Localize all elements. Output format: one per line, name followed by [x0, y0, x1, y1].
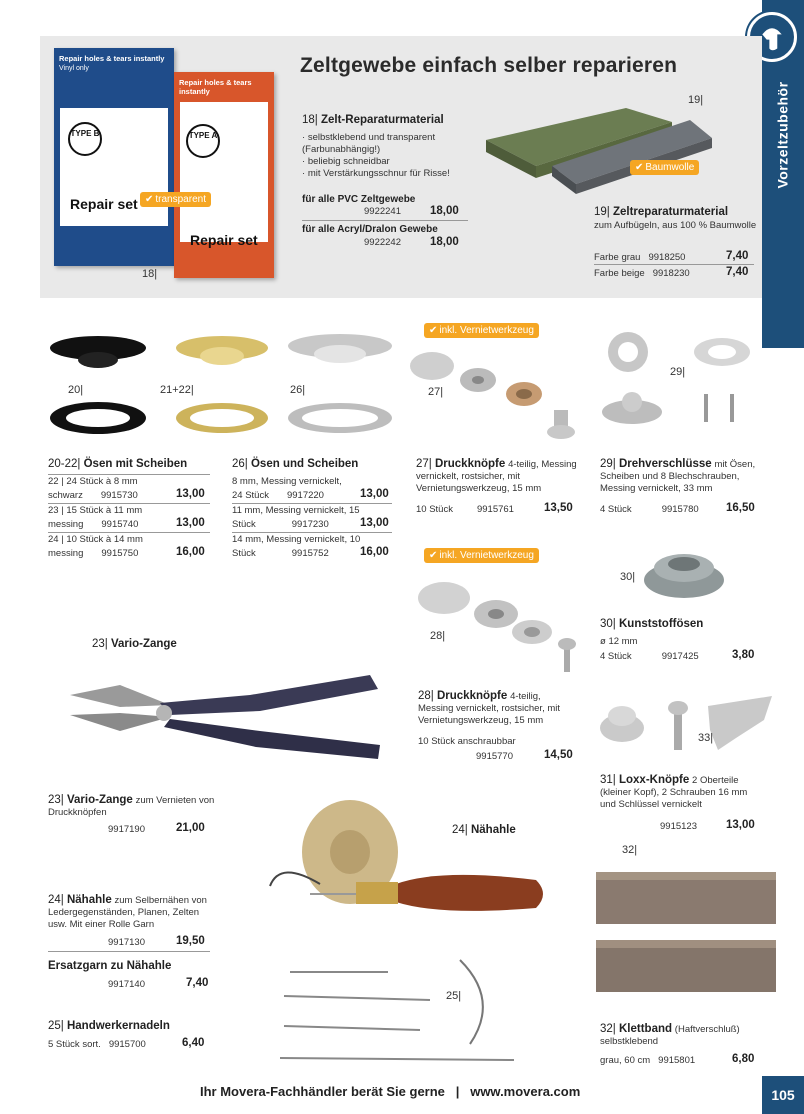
item-29-price: 16,50	[726, 502, 755, 514]
item-27: 27| Druckknöpfe 4-teilig, Messing vernickelt, rostsicher, mit Vernietungswerkzeug, 15 mm	[416, 458, 577, 494]
repair-set-type-b-image	[54, 48, 174, 266]
item-18-row-label: für alle PVC Zeltgewebe	[302, 194, 416, 205]
item-23-title: 23| Vario-Zange	[92, 638, 177, 650]
turn-buttons-image	[596, 330, 756, 440]
item-28-price: 14,50	[544, 749, 573, 761]
item-30-heading: 30| Kunststoffösen	[600, 618, 704, 630]
item-26-desc: 8 mm, Messing vernickelt,	[232, 476, 342, 487]
item-28: 28| Druckknöpfe 4-teilig, Messing vernickelt, rostsicher, mit Vernietungswerkzeug, 15 mm	[418, 690, 561, 726]
badge-transparent: ✔ transparent	[140, 192, 211, 207]
item-20-22-price: 16,00	[176, 546, 205, 558]
callout-28: 28|	[430, 630, 446, 642]
item-31-price: 13,00	[726, 819, 755, 831]
item-18-bullet: · selbstklebend und transparent (Farbunabhängig!)	[302, 132, 436, 155]
item-20-22-row: messing 9915740	[48, 519, 139, 530]
item-20-22-row: messing 9915750	[48, 548, 139, 559]
callout-27: 27|	[428, 386, 444, 398]
item-26-heading: 26| Ösen und Scheiben	[232, 458, 359, 470]
repair-set-type-a-image	[174, 72, 274, 278]
item-26-price: 13,00	[360, 517, 389, 529]
callout-21-22: 21+22|	[160, 384, 194, 396]
item-18-price: 18,00	[430, 205, 459, 217]
repair-fabric-image	[476, 100, 722, 196]
sewing-awl-image	[260, 790, 560, 950]
item-23-row: 9917190	[108, 824, 145, 835]
book-a-heading: Repair holes & tears instantly	[59, 54, 165, 63]
book-a-type: TYPE B	[68, 122, 102, 156]
item-30-row: 4 Stück 9917425	[600, 651, 699, 662]
plastic-eyelet-image	[640, 544, 730, 604]
item-18-bullet: · beliebig schneidbar	[302, 156, 390, 167]
page-number: 105	[762, 1076, 804, 1114]
callout-20: 20|	[68, 384, 84, 396]
press-studs-screw-image	[414, 570, 584, 680]
item-20-22-desc: 24 | 10 Stück à 14 mm	[48, 534, 143, 545]
item-20-22-desc: 23 | 15 Stück à 11 mm	[48, 505, 143, 516]
item-24-row: 9917130	[108, 937, 145, 948]
velcro-tape-image	[594, 866, 778, 998]
item-27-price: 13,50	[544, 502, 573, 514]
item-20-22-heading: 20-22| Ösen mit Scheiben	[48, 458, 188, 470]
item-26-desc: 11 mm, Messing vernickelt, 15	[232, 505, 360, 516]
item-30-desc: ø 12 mm	[600, 636, 638, 647]
item-29-row: 4 Stück 9915780	[600, 504, 699, 515]
item-28-row: 9915770	[476, 751, 513, 762]
book-a-repair: Repair set	[70, 196, 138, 212]
item-20-22-price: 13,00	[176, 488, 205, 500]
item-23: 23| Vario-Zange zum Vernieten von Druckknöpfen	[48, 794, 215, 818]
eyelet-black-image	[46, 330, 156, 440]
callout-25: 25|	[446, 990, 462, 1002]
item-19: 19| Zeltreparaturmaterial zum Aufbügeln, aus 100 % Baumwolle	[594, 206, 757, 231]
item-20-22-desc: 22 | 24 Stück à 8 mm	[48, 476, 138, 487]
badge-vernietwerkzeug: ✔ inkl. Vernietwerkzeug	[424, 548, 539, 563]
badge-baumwolle: ✔ Baumwolle	[630, 160, 699, 175]
item-24-ersatz-price: 7,40	[186, 977, 209, 989]
book-b-repair: Repair set	[190, 232, 258, 248]
item-19-price: 7,40	[726, 266, 749, 278]
item-26-row: Stück 9917230	[232, 519, 329, 530]
callout-26: 26|	[290, 384, 306, 396]
item-19-row: Farbe grau 9918250	[594, 252, 686, 263]
item-26-price: 16,00	[360, 546, 389, 558]
item-18-heading: Zelt-Reparaturmaterial	[320, 114, 444, 126]
item-30-price: 3,80	[732, 649, 755, 661]
item-31: 31| Loxx-Knöpfe 2 Oberteile (kleiner Kopf), 2 Schrauben 16 mm und Schlüssel vernickelt	[600, 774, 748, 810]
item-32-row: grau, 60 cm 9915801	[600, 1055, 696, 1066]
footer-text: Ihr Movera-Fachhändler berät Sie gerne | www.movera.com	[200, 1084, 581, 1099]
item-28-sub: 10 Stück anschraubbar	[418, 736, 516, 747]
item-24-ersatz-row: 9917140	[108, 979, 145, 990]
item-20-22-row: schwarz 9915730	[48, 490, 138, 501]
item-26-desc: 14 mm, Messing vernickelt, 10	[232, 534, 361, 545]
loxx-buttons-image	[596, 690, 776, 760]
item-24-ersatz-heading: Ersatzgarn zu Nähahle	[48, 960, 172, 972]
callout-32: 32|	[622, 844, 638, 856]
sidebar-label: Vorzeltzubehör	[775, 81, 792, 189]
item-18-row-label: für alle Acryl/Dralon Gewebe	[302, 224, 438, 235]
item-24-title: 24| Nähahle	[452, 824, 516, 836]
item-18-bullet: · mit Verstärkungsschnur für Risse!	[302, 168, 450, 179]
book-a-sub: Vinyl only	[59, 65, 89, 72]
callout-33: 33|	[698, 732, 714, 744]
item-31-row: 9915123	[660, 821, 697, 832]
hero-title: Zeltgewebe einfach selber reparieren	[300, 54, 678, 77]
item-26-price: 13,00	[360, 488, 389, 500]
item-29: 29| Drehverschlüsse mit Ösen, Scheiben und 8 Blechschrauben, Messing vernickelt, 33 mm	[600, 458, 756, 494]
item-26-row: Stück 9915752	[232, 548, 329, 559]
item-18	[302, 114, 472, 180]
item-18-row: 9922241	[364, 206, 401, 217]
item-25-row: 5 Stück sort. 9915700	[48, 1039, 146, 1050]
callout-29: 29|	[670, 366, 686, 378]
badge-vernietwerkzeug: ✔ inkl. Vernietwerkzeug	[424, 323, 539, 338]
item-26-row: 24 Stück 9917220	[232, 490, 324, 501]
item-25-price: 6,40	[182, 1037, 205, 1049]
item-18-row: 9922242	[364, 237, 401, 248]
item-19-row: Farbe beige 9918230	[594, 268, 690, 279]
vario-pliers-image	[60, 655, 390, 775]
item-23-price: 21,00	[176, 822, 205, 834]
item-19-price: 7,40	[726, 250, 749, 262]
item-19-desc: zum Aufbügeln, aus 100 % Baumwolle	[594, 220, 757, 231]
item-18-price: 18,00	[430, 236, 459, 248]
book-b-heading: Repair holes & tears instantly	[179, 78, 252, 96]
item-18-num: 18|	[302, 114, 318, 126]
item-20-22-price: 13,00	[176, 517, 205, 529]
item-27-row: 10 Stück 9915761	[416, 504, 514, 515]
item-25-heading: 25| Handwerkernadeln	[48, 1020, 170, 1032]
callout-18: 18|	[142, 268, 158, 280]
item-32: 32| Klettband (Haftverschluß) selbstklebend	[600, 1023, 740, 1047]
callout-30: 30|	[620, 571, 636, 583]
item-19-heading: Zeltreparaturmaterial	[612, 206, 729, 218]
item-24: 24| Nähahle zum Selbernähen von Ledergegenständen, Planen, Zelten usw. Mit einer Rolle Garn	[48, 894, 207, 930]
book-b-type: TYPE A	[186, 124, 220, 158]
callout-19: 19|	[688, 94, 704, 106]
item-24-price: 19,50	[176, 935, 205, 947]
needles-image	[270, 950, 520, 1070]
item-32-price: 6,80	[732, 1053, 755, 1065]
